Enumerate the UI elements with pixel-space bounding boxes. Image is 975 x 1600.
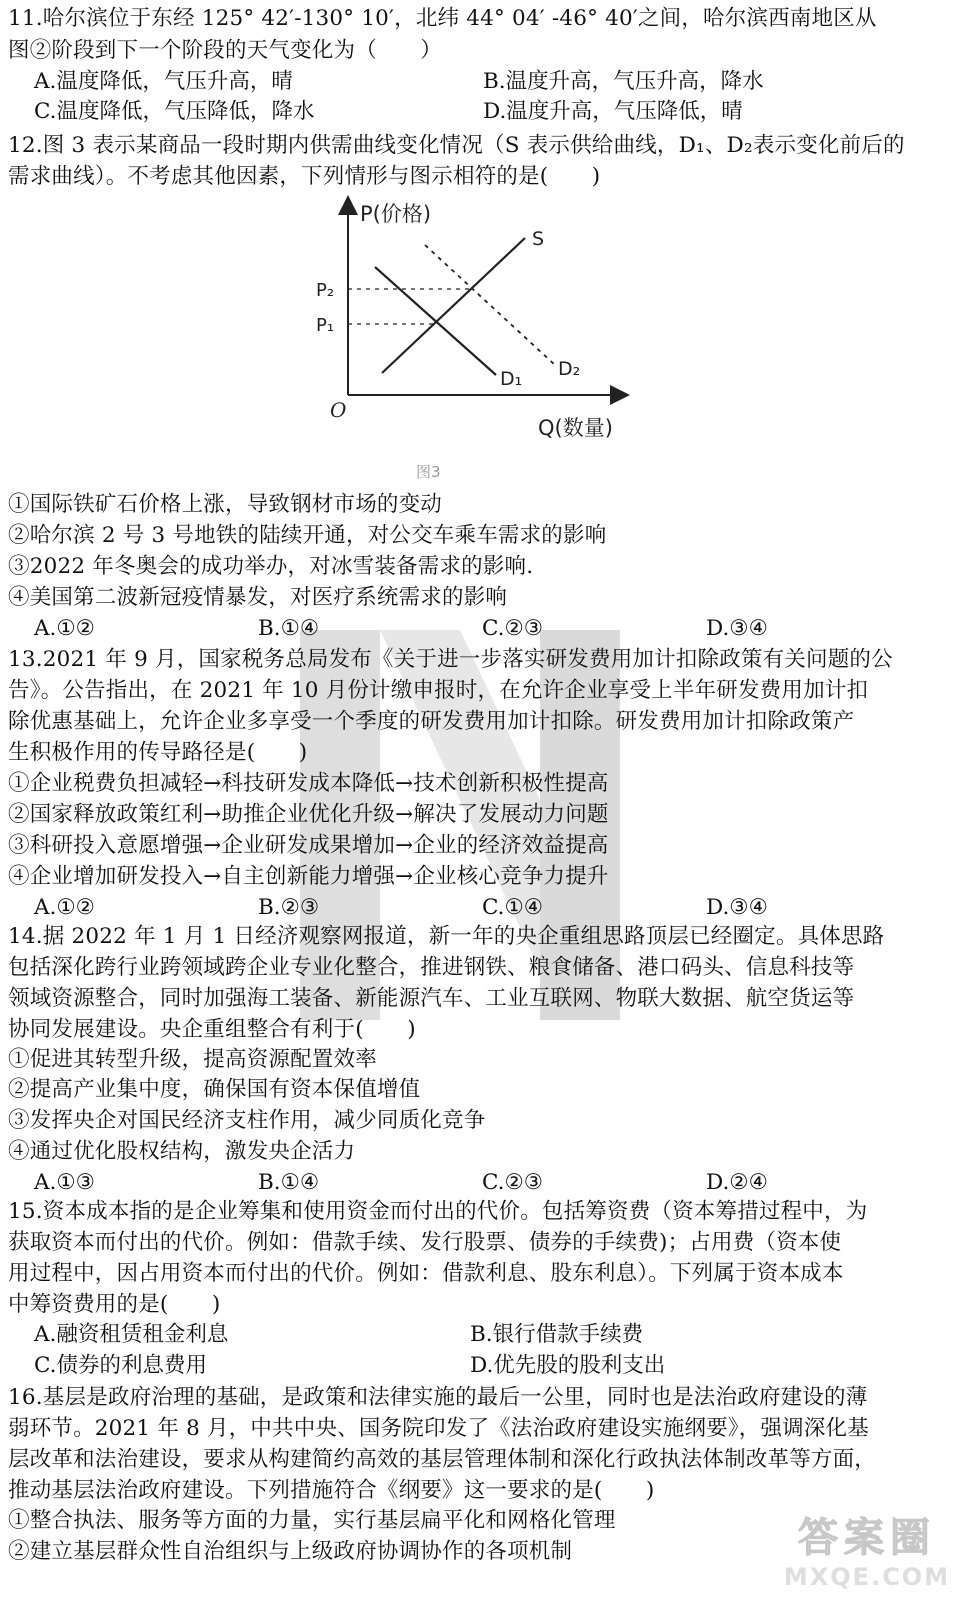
q14-item-4: ④通过优化股权结构，激发央企活力 [8,1139,356,1164]
origin-label: O [330,398,347,422]
q13-option-b: B.②③ [258,895,320,920]
p1-label: P₁ [316,315,335,336]
q12-item-2: ②哈尔滨 2 号 3 号地铁的陆续开通，对公交车乘车需求的影响 [8,523,607,548]
q12-stem-line1: 12.图 3 表示某商品一段时期内供需曲线变化情况（S 表示供给曲线，D₁、D₂表示变化前后的 [8,133,905,158]
q14-item-2: ②提高产业集中度，确保国有资本保值增值 [8,1077,421,1102]
q16-stem-line3: 层改革和法治建设，要求从构建简约高效的基层管理体制和深化行政执法体制改革等方面， [8,1447,877,1472]
q14-stem-line1: 14.据 2022 年 1 月 1 日经济观察网报道，新一年的央企重组思路顶层已经圈定。具体思路 [8,924,885,949]
demand-curve-d2 [425,245,555,365]
q11-option-a: A.温度降低，气压升高，晴 [34,69,293,94]
q16-stem-line1: 16.基层是政府治理的基础，是政策和法律实施的最后一公里，同时也是法治政府建设的薄 [8,1385,868,1410]
q13-option-c: C.①④ [482,895,544,920]
q15-option-a: A.融资租赁租金利息 [34,1322,229,1347]
q14-stem-line2: 包括深化跨行业跨领域跨企业专业化整合，推进钢铁、粮食储备、港口码头、信息科技等 [8,955,855,980]
q12-option-b: B.①④ [258,616,320,641]
q11-option-c: C.温度降低，气压降低，降水 [34,99,315,124]
q14-option-b: B.①④ [258,1170,320,1195]
figure-caption: 图3 [416,463,441,481]
q13-option-d: D.③④ [706,895,768,920]
q13-stem-line4: 生积极作用的传导路径是( ) [8,740,308,765]
watermark-brand-url: MXQE.COM [783,1563,951,1591]
q15-stem-line1: 15.资本成本指的是企业筹集和使用资金而付出的代价。包括筹资费（资本筹措过程中，为 [8,1199,868,1224]
q13-option-a: A.①② [34,895,95,920]
q15-stem-line4: 中筹资费用的是( ) [8,1292,221,1317]
q12-option-a: A.①② [34,616,95,641]
demand-d1-label: D₁ [500,368,523,390]
corner-watermark [767,1506,967,1596]
supply-curve [382,238,525,373]
q16-stem-line2: 弱环节。2021 年 8 月，中共中央、国务院印发了《法治政府建设实施纲要》，强调深化基 [8,1416,869,1441]
q13-stem-line2: 告》。公告指出，在 2021 年 10 月份计缴申报时，在允许企业享受上半年研发费用加计扣 [8,678,869,703]
q11-stem-line2: 图②阶段到下一个阶段的天气变化为（ ） [8,38,443,63]
q13-item-1: ①企业税费负担减轻→科技研发成本降低→技术创新积极性提高 [8,771,609,796]
q11-stem-line1: 11.哈尔滨位于东经 125° 42′-130° 10′，北纬 44° 04′ -46° 40′之间，哈尔滨西南地区从 [8,6,877,31]
q16-item-1: ①整合执法、服务等方面的力量，实行基层扁平化和网格化管理 [8,1508,616,1533]
q12-item-3: ③2022 年冬奥会的成功举办，对冰雪装备需求的影响. [8,554,534,579]
q12-stem-line2: 需求曲线）。不考虑其他因素，下列情形与图示相符的是( ) [8,164,601,189]
q11-option-b: B.温度升高，气压升高，降水 [483,69,764,94]
q14-stem-line3: 领域资源整合，同时加强海工装备、新能源汽车、工业互联网、物联大数据、航空货运等 [8,986,855,1011]
q11-option-d: D.温度升高，气压降低，晴 [483,99,743,124]
q15-option-c: C.债券的利息费用 [34,1353,208,1378]
supply-label: S [532,228,545,250]
q13-item-3: ③科研投入意愿增强→企业研发成果增加→企业的经济效益提高 [8,833,609,858]
q15-option-b: B.银行借款手续费 [470,1322,644,1347]
q13-stem-line1: 13.2021 年 9 月，国家税务总局发布《关于进一步落实研发费用加计扣除政策有关问题的公 [8,647,893,672]
q14-option-d: D.②④ [706,1170,768,1195]
q15-stem-line2: 获取资本而付出的代价。例如：借款手续、发行股票、债券的手续费)；占用费（资本使 [8,1230,842,1255]
q12-item-1: ①国际铁矿石价格上涨，导致钢材市场的变动 [8,492,443,517]
q13-item-4: ④企业增加研发投入→自主创新能力增强→企业核心竞争力提升 [8,864,609,889]
q16-item-2: ②建立基层群众性自治组织与上级政府协调协作的各项机制 [8,1539,573,1564]
q15-option-d: D.优先股的股利支出 [470,1353,666,1378]
q14-item-3: ③发挥央企对国民经济支柱作用，减少同质化竞争 [8,1108,486,1133]
p2-label: P₂ [316,280,335,301]
q12-item-4: ④美国第二波新冠疫情暴发，对医疗系统需求的影响 [8,585,508,610]
q14-item-1: ①促进其转型升级，提高资源配置效率 [8,1047,377,1072]
supply-demand-figure [300,195,660,495]
q16-stem-line4: 推动基层法治政府建设。下列措施符合《纲要》这一要求的是( ) [8,1478,655,1503]
demand-d2-label: D₂ [558,358,581,380]
y-axis-label: P(价格) [360,202,432,226]
x-axis-label: Q(数量) [538,416,613,440]
q12-option-d: D.③④ [706,616,768,641]
q13-item-2: ②国家释放政策红利→助推企业优化升级→解决了发展动力问题 [8,802,609,827]
q14-option-c: C.②③ [482,1170,544,1195]
q15-stem-line3: 用过程中，因占用资本而付出的代价。例如：借款利息、股东利息）。下列属于资本成本 [8,1261,844,1286]
q13-stem-line3: 除优惠基础上，允许企业多享受一个季度的研发费用加计扣除。研发费用加计扣除政策产 [8,709,855,734]
q12-option-c: C.②③ [482,616,544,641]
q14-option-a: A.①③ [34,1170,95,1195]
q14-stem-line4: 协同发展建设。央企重组整合有利于( ) [8,1017,416,1042]
watermark-brand-cn: 答案圈 [798,1515,936,1561]
